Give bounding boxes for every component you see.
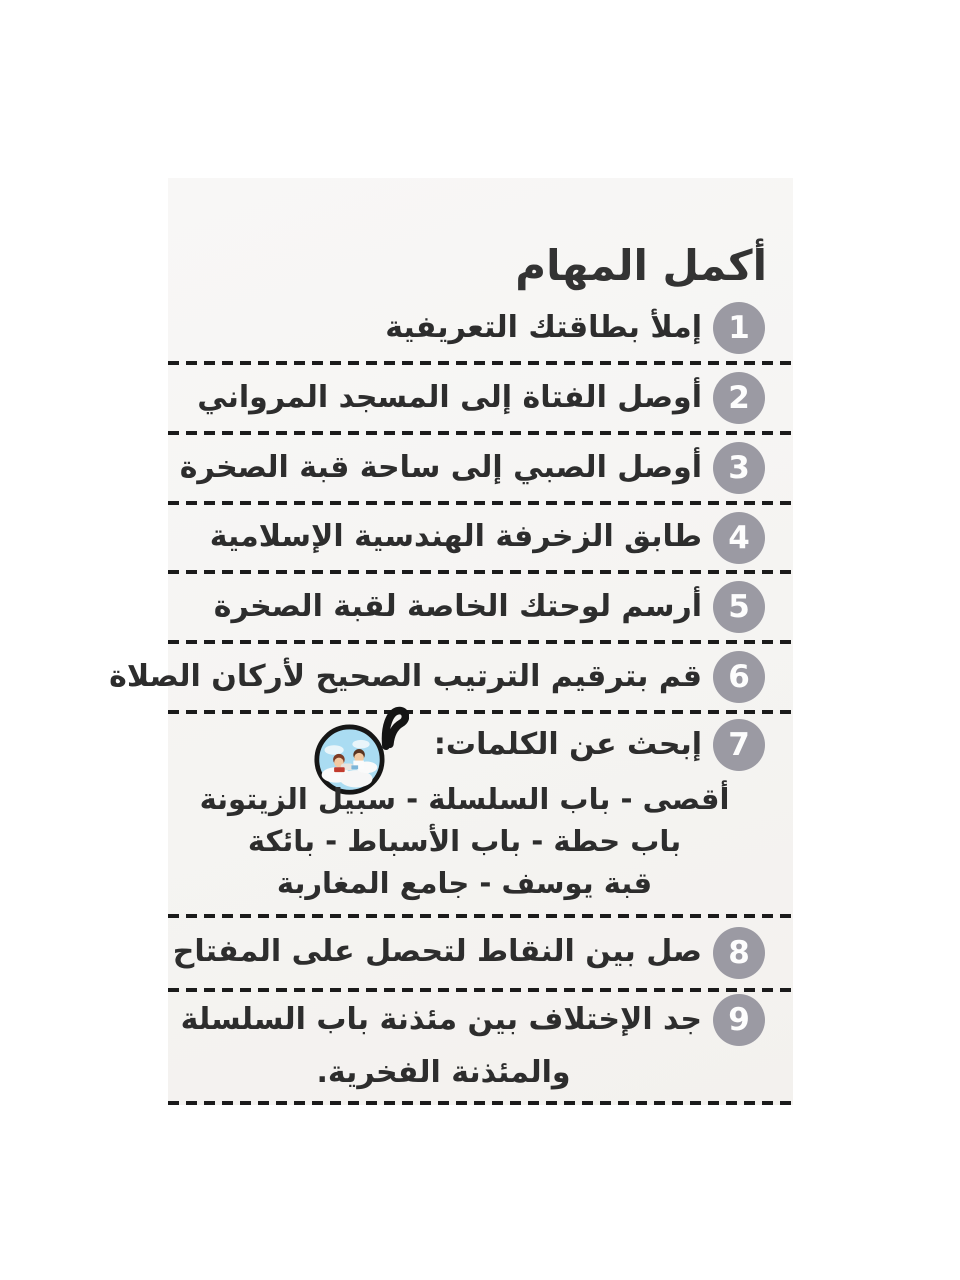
task-row-6 <box>109 644 793 710</box>
task-text: أرسم لوحتك الخاصة لقبة الصخرة <box>213 589 702 624</box>
task-row-7 <box>168 714 793 776</box>
task-number: 2 <box>728 380 750 417</box>
task-row-9 <box>168 992 793 1050</box>
task-text: أوصل الصبي إلى ساحة قبة الصخرة <box>179 449 702 485</box>
task-number-badge <box>713 512 765 564</box>
task-number: 4 <box>728 519 750 556</box>
task-number: 6 <box>728 658 750 695</box>
task-row-5 <box>168 574 793 640</box>
title-row <box>168 178 793 296</box>
dashed-divider <box>168 1101 793 1105</box>
task-number-badge <box>713 651 765 703</box>
page-title: أكمل المهام <box>515 240 767 290</box>
word-search-list <box>168 776 793 914</box>
word-line: قبة يوسف - جامع المغاربة <box>276 865 653 900</box>
task-number: 1 <box>728 310 750 347</box>
task-text: جد الإختلاف بين مئذنة باب السلسلة <box>180 1002 702 1038</box>
task-number: 5 <box>728 589 750 626</box>
task-number-badge <box>713 719 765 771</box>
task-row-4 <box>168 505 793 571</box>
task-text-continuation: والمئذنة الفخرية. <box>316 1055 571 1091</box>
task-row-1 <box>168 296 793 362</box>
task-number-badge <box>713 927 765 979</box>
task-number: 7 <box>728 726 750 763</box>
task-row-8 <box>168 918 793 988</box>
task-number: 8 <box>728 934 750 971</box>
task-text: صل بين النقاط لتحصل على المفتاح <box>172 934 702 970</box>
word-line: باب حطة - باب الأسباط - بائكة <box>247 823 682 858</box>
task-row-2 <box>168 365 793 431</box>
task-number: 3 <box>728 449 750 486</box>
task-text: أوصل الفتاة إلى المسجد المرواني <box>197 379 702 415</box>
task-text: إملأ بطاقتك التعريفية <box>385 310 702 346</box>
task-number-badge <box>713 581 765 633</box>
task-number: 9 <box>728 1002 750 1039</box>
task-text: قم بترقيم الترتيب الصحيح لأركان الصلاة <box>109 658 702 694</box>
task-text: طابق الزخرفة الهندسية الإسلامية <box>209 519 702 555</box>
task-sheet <box>109 178 793 1105</box>
task-text: إبحث عن الكلمات: <box>433 726 702 762</box>
task-number-badge <box>713 302 765 354</box>
word-line: أقصى - باب السلسلة - سبيل الزيتونة <box>199 781 730 816</box>
task-row-3 <box>168 435 793 501</box>
task-number-badge <box>713 994 765 1046</box>
task-number-badge <box>713 442 765 494</box>
task-number-badge <box>713 372 765 424</box>
